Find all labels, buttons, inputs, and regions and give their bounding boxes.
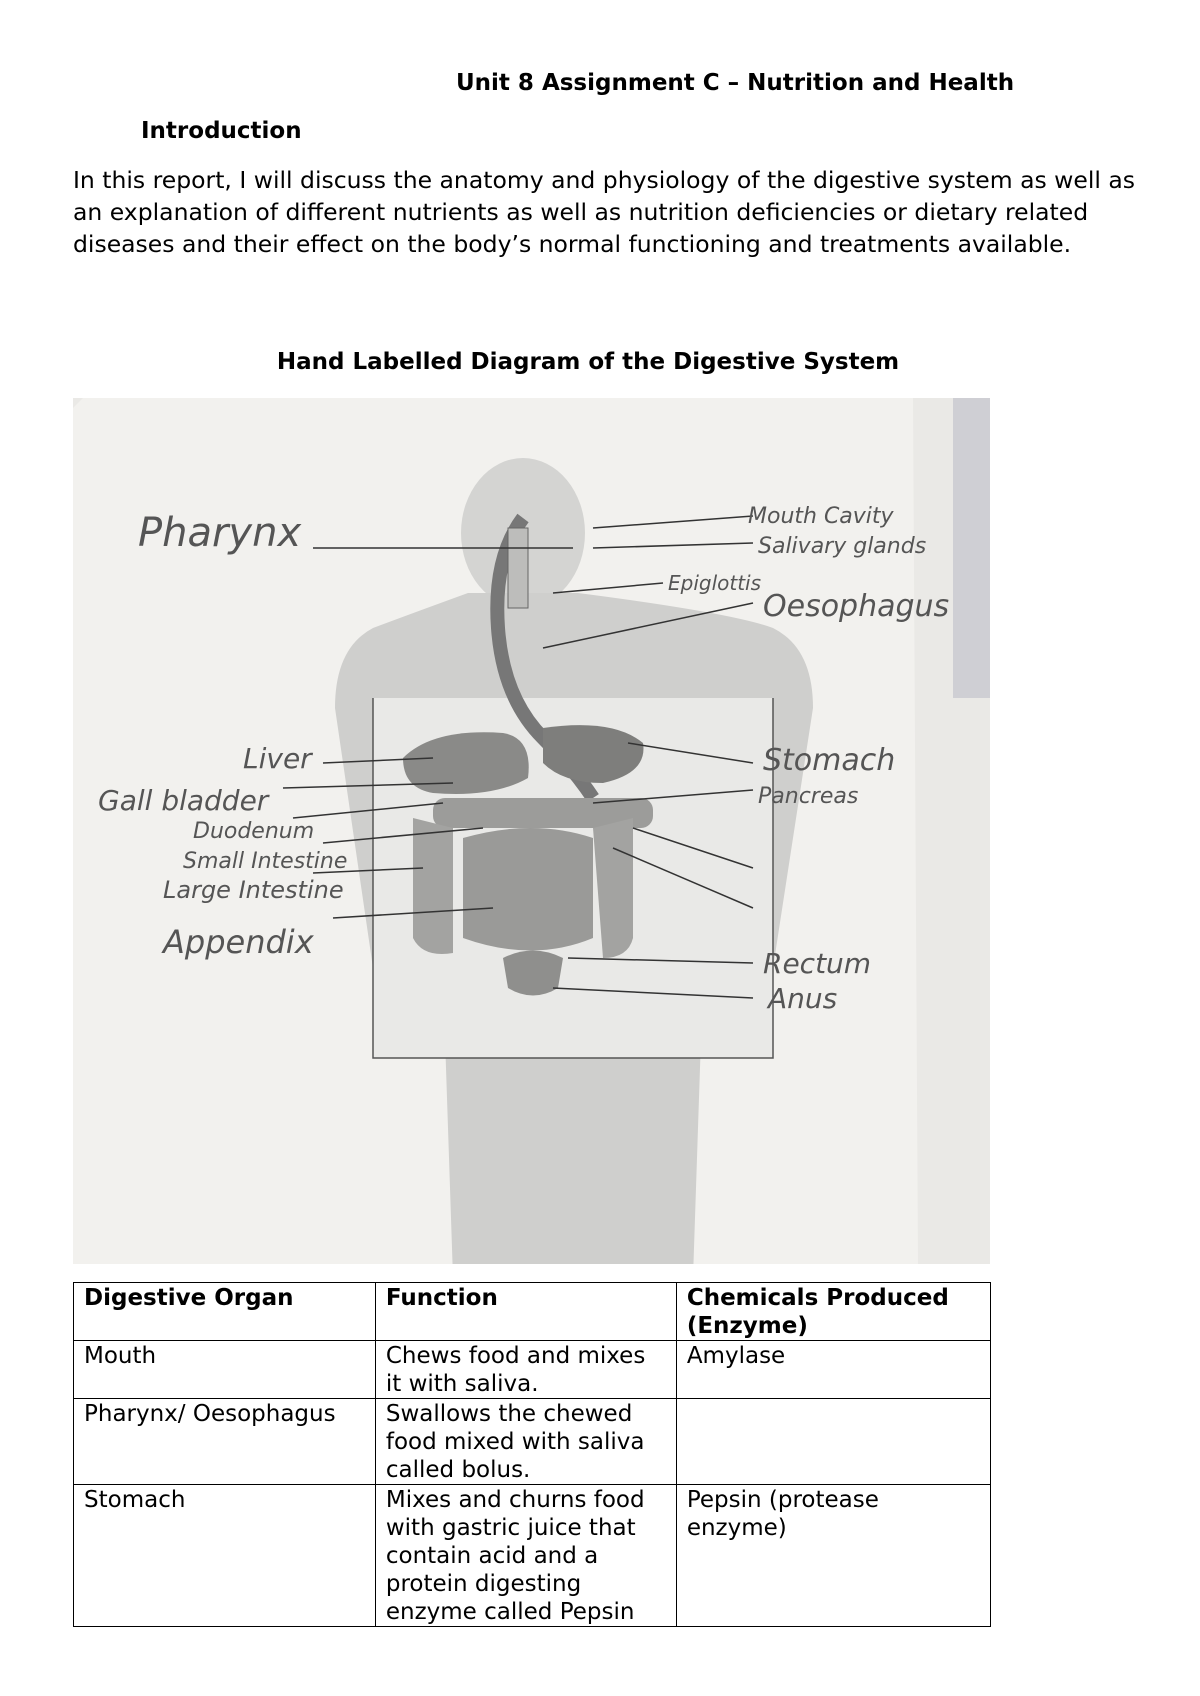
label-stomach: Stomach (763, 743, 896, 778)
label-duodenum: Duodenum (193, 819, 315, 844)
cell-function: Swallows the chewed food mixed with saliva called bolus. (375, 1399, 676, 1485)
label-rectum: Rectum (763, 947, 872, 980)
header-digestive-organ: Digestive Organ (74, 1283, 376, 1341)
label-anus: Anus (768, 982, 838, 1015)
table-row (74, 1485, 991, 1627)
table-row (74, 1399, 991, 1485)
cell-function: Mixes and churns food with gastric juice that contain acid and a protein digesting enzyme called Pepsin (375, 1485, 676, 1627)
label-gall-bladder: Gall bladder (98, 784, 269, 817)
digestive-organs-table (73, 1282, 991, 1627)
diagram-heading (0, 349, 1200, 375)
label-epiglottis: Epiglottis (668, 571, 762, 595)
label-large-intestine: Large Intestine (163, 876, 344, 904)
cell-organ: Mouth (74, 1341, 376, 1399)
label-mouth-cavity: Mouth Cavity (748, 504, 894, 529)
label-pharynx: Pharynx (138, 510, 302, 556)
digestive-system-diagram (73, 398, 990, 1264)
cell-function: Chews food and mixes it with saliva. (375, 1341, 676, 1399)
header-chemicals-produced: Chemicals Produced (Enzyme) (676, 1283, 990, 1341)
table-header-row (74, 1283, 991, 1341)
cell-enzyme: Amylase (676, 1341, 990, 1399)
introduction-paragraph: In this report, I will discuss the anatomy and physiology of the digestive system as well as an explanation of different nutrients as well as nutrition deficiencies or dietary related diseases and their effect on the body’s normal functioning and treatments available. (73, 166, 1136, 258)
document-title: Unit 8 Assignment C – Nutrition and Health (456, 70, 1015, 96)
label-small-intestine: Small Intestine (183, 849, 348, 874)
cell-enzyme (676, 1399, 990, 1485)
cell-organ: Pharynx/ Oesophagus (74, 1399, 376, 1485)
diagram-heading-text: Hand Labelled Diagram of the Digestive System (276, 349, 900, 375)
label-liver: Liver (243, 742, 312, 775)
digestive-system-photo (73, 398, 990, 1264)
label-oesophagus: Oesophagus (763, 589, 950, 624)
label-pancreas: Pancreas (758, 784, 859, 809)
label-salivary-glands: Salivary glands (758, 534, 927, 559)
introduction-heading: Introduction (141, 118, 302, 144)
label-appendix: Appendix (163, 923, 314, 961)
header-function: Function (375, 1283, 676, 1341)
cell-enzyme: Pepsin (protease enzyme) (676, 1485, 990, 1627)
table-row (74, 1341, 991, 1399)
cell-organ: Stomach (74, 1485, 376, 1627)
